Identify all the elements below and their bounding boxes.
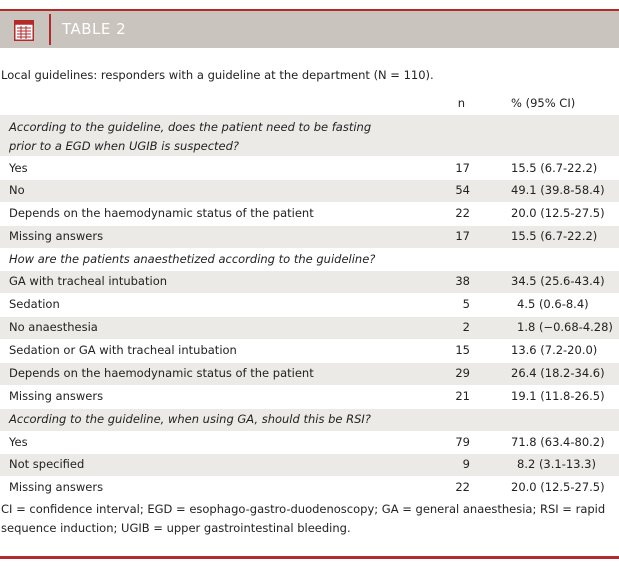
row-label: Depends on the haemodynamic status of the patient — [9, 366, 314, 380]
table-row — [0, 158, 619, 179]
row-ci: 34.5 (25.6-43.4) — [511, 274, 605, 288]
table-title: TABLE 2 — [62, 20, 127, 38]
row-label: Missing answers — [9, 480, 104, 494]
row-n: 17 — [455, 229, 470, 243]
row-ci: 15.5 (6.7-22.2) — [511, 161, 598, 175]
table-icon — [14, 20, 34, 41]
row-ci: 13.6 (7.2-20.0) — [511, 343, 598, 357]
row-n: 54 — [455, 183, 470, 197]
row-n: 5 — [462, 297, 470, 311]
table-header-band — [0, 11, 619, 48]
table-row — [0, 454, 619, 476]
row-label: No — [9, 183, 25, 197]
row-ci: 20.0 (12.5-27.5) — [511, 206, 605, 220]
question-line: prior to a EGD when UGIB is suspected? — [9, 139, 240, 153]
table-row — [0, 317, 619, 339]
row-n: 17 — [455, 161, 470, 175]
row-ci: 4.5 (0.6-8.4) — [517, 297, 589, 311]
row-ci: 49.1 (39.8-58.4) — [511, 183, 605, 197]
row-n: 21 — [455, 389, 470, 403]
row-ci: 20.0 (12.5-27.5) — [511, 480, 605, 494]
table-row — [0, 386, 619, 408]
table-row — [0, 340, 619, 362]
table-row — [0, 203, 619, 225]
table-caption: Local guidelines: responders with a guideline at the department (N = 110). — [1, 68, 434, 82]
table-footnote: CI = confidence interval; EGD = esophago-gastro-duodenoscopy; GA = general anaesthesia; RSI = rapid sequence induction; UGIB = upper gastrointestinal bleeding. — [1, 502, 606, 535]
question-line: How are the patients anaesthetized according to the guideline? — [9, 252, 376, 266]
table-row — [0, 226, 619, 248]
row-label: GA with tracheal intubation — [9, 274, 168, 288]
row-label: No anaesthesia — [9, 320, 98, 334]
row-label: Missing answers — [9, 229, 104, 243]
row-ci: 1.8 (−0.68-4.28) — [517, 320, 613, 334]
row-ci: 15.5 (6.7-22.2) — [511, 229, 598, 243]
row-label: Not specified — [9, 457, 85, 471]
row-n: 9 — [462, 457, 470, 471]
row-label: Yes — [9, 161, 28, 175]
row-ci: 8.2 (3.1-13.3) — [517, 457, 596, 471]
row-ci: 19.1 (11.8-26.5) — [511, 389, 605, 403]
row-n: 22 — [455, 206, 470, 220]
row-ci: 71.8 (63.4-80.2) — [511, 435, 605, 449]
section-question — [0, 115, 619, 156]
row-n: 22 — [455, 480, 470, 494]
row-label: Yes — [9, 435, 28, 449]
table-row — [0, 271, 619, 293]
table-row — [0, 477, 619, 498]
column-header-n: n — [457, 96, 465, 110]
row-n: 38 — [455, 274, 470, 288]
row-n: 2 — [462, 320, 470, 334]
row-label: Sedation — [9, 297, 60, 311]
row-ci: 26.4 (18.2-34.6) — [511, 366, 605, 380]
row-label: Missing answers — [9, 389, 104, 403]
table-row — [0, 294, 619, 316]
bottom-rule — [0, 556, 619, 559]
question-line: According to the guideline, when using GA, should this be RSI? — [9, 412, 371, 426]
section-question — [0, 249, 619, 270]
row-n: 79 — [455, 435, 470, 449]
question-line: According to the guideline, does the patient need to be fasting — [9, 120, 372, 134]
table-row — [0, 180, 619, 202]
section-question — [0, 409, 619, 431]
table-row — [0, 432, 619, 453]
row-n: 15 — [455, 343, 470, 357]
column-header-ci: % (95% CI) — [511, 96, 576, 110]
row-label: Depends on the haemodynamic status of the patient — [9, 206, 314, 220]
header-divider — [49, 14, 51, 45]
row-n: 29 — [455, 366, 470, 380]
column-header-row — [0, 96, 619, 114]
table-row — [0, 363, 619, 385]
row-label: Sedation or GA with tracheal intubation — [9, 343, 237, 357]
